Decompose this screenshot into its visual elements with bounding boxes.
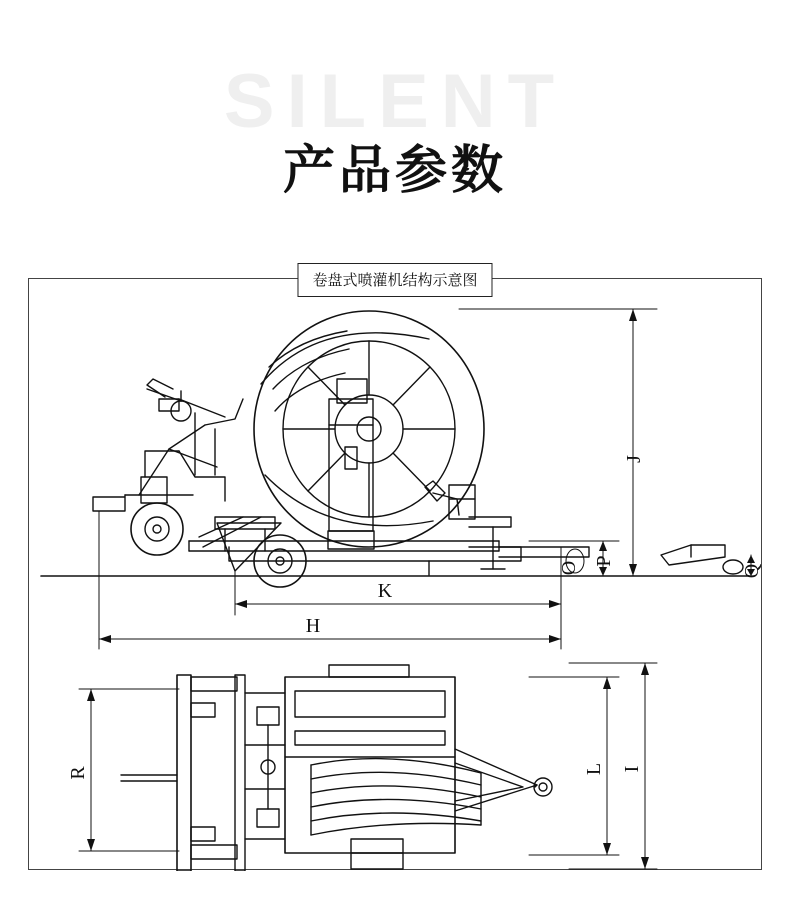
dimension-label-H: H [305,615,321,637]
dimension-label-P: P [593,555,615,567]
dimension-label-O: O [558,560,580,576]
dimension-label-K: K [377,580,393,602]
top-view-dimensions [79,663,657,869]
page-title: 产品参数 [282,141,507,201]
chassis-frame [189,541,589,575]
dimension-label-R: R [67,766,89,780]
tow-hitch [455,749,552,811]
top-view-group [67,663,657,871]
side-view-group [41,309,763,649]
drive-unit [449,485,475,519]
dimension-label-L: L [583,762,605,776]
watermark-text: SILENT [223,59,567,144]
hose-carrier [661,545,743,574]
rear-outrigger [425,481,511,569]
diagram-frame [28,278,762,870]
diagram-caption: 卷盘式喷灌机结构示意图 [297,263,492,297]
dimension-label-J: J [623,455,645,463]
outrigger-top-view [121,675,285,871]
dimension-label-Q: Q [741,563,763,579]
irrigator-technical-drawing [29,279,763,871]
dimension-label-I: I [621,765,643,773]
wheel-assembly [131,503,306,587]
sprinkler-cart [93,379,243,511]
axle-top-view [245,707,285,827]
side-view-dimensions [99,309,755,649]
